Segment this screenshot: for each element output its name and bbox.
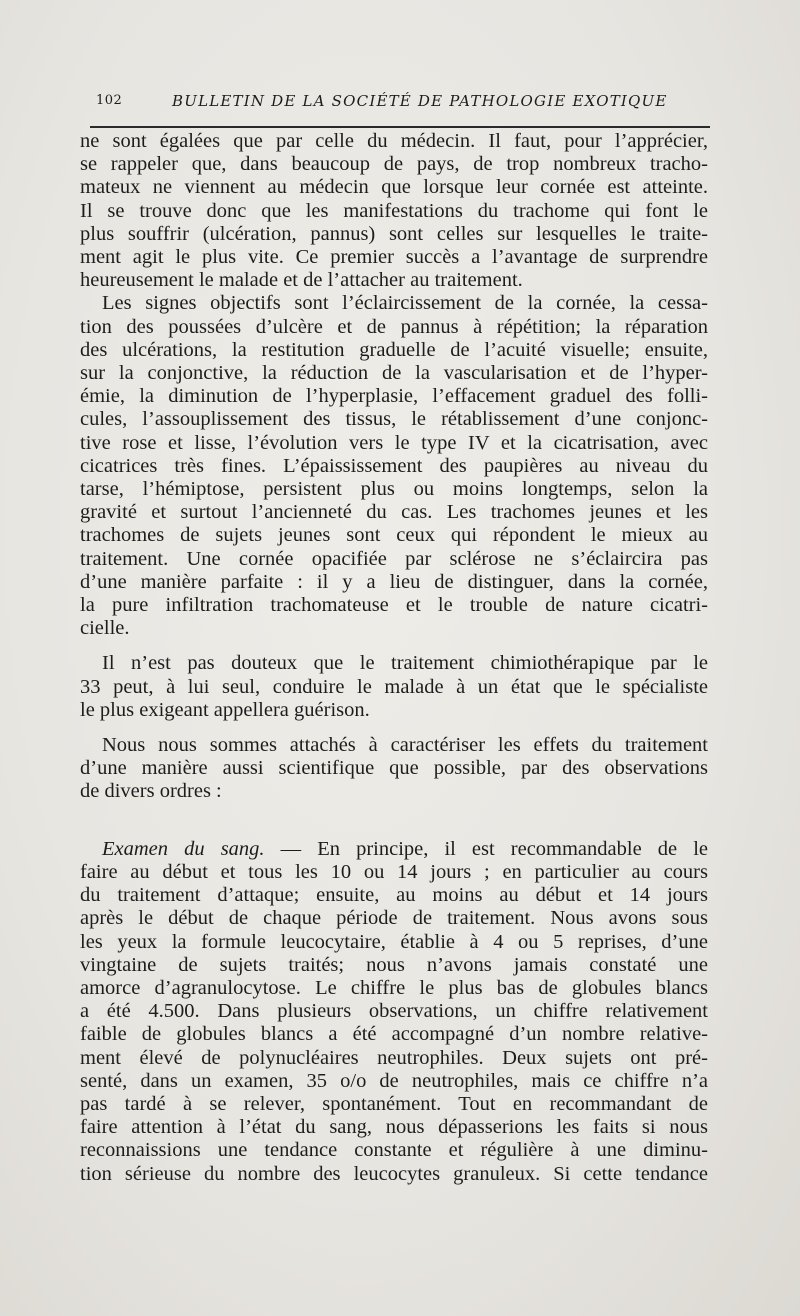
text-line: d’une manière parfaite : il y a lieu de distinguer, dans la cornée,: [80, 570, 708, 593]
text-line: Les signes objectifs sont l’éclaircissement de la cornée, la cessa-: [102, 292, 708, 315]
text-line: émie, la diminution de l’hyperplasie, l’effacement graduel des folli-: [80, 385, 708, 408]
text-line: tion des poussées d’ulcère et de pannus à répétition; la réparation: [80, 315, 708, 338]
text-line: a été 4.500. Dans plusieurs observations, un chiffre relativement: [80, 1000, 708, 1023]
text-line: faible de globules blancs a été accompagné d’un nombre relative-: [80, 1023, 708, 1046]
text-line: pas tardé à se relever, spontanément. Tout en recommandant de: [80, 1092, 708, 1115]
heading-continuation: — En principe, il est recommandable de le: [264, 837, 708, 860]
text-line: se rappeler que, dans beaucoup de pays, de trop nombreux tracho-: [80, 153, 708, 176]
text-line: heureusement le malade et de l’attacher au traitement.: [80, 269, 523, 292]
page-header: [96, 92, 708, 116]
text-line: ne sont égalées que par celle du médecin. Il faut, pour l’apprécier,: [80, 130, 708, 152]
text-line: des ulcérations, la restitution graduelle de l’acuité visuelle; ensuite,: [80, 338, 708, 361]
body-text: [80, 130, 708, 1186]
text-line: 33 peut, à lui seul, conduire le malade à un état que le spécialiste: [80, 675, 708, 698]
paragraph-1: [80, 130, 708, 292]
text-line: la pure infiltration trachomateuse et le trouble de nature cicatri-: [80, 594, 708, 617]
text-line: cielle.: [80, 617, 130, 640]
text-line: tion sérieuse du nombre des leucocytes granuleux. Si cette tendance: [80, 1162, 708, 1185]
text-line: d’une manière aussi scientifique que possible, par des observations: [80, 757, 708, 780]
text-line: mateux ne viennent au médecin que lorsque leur cornée est atteinte.: [80, 176, 708, 199]
text-line: vingtaine de sujets traités; nous n’avons jamais constaté une: [80, 953, 708, 976]
text-line: trachomes de sujets jeunes sont ceux qui répondent le mieux au: [80, 524, 708, 547]
header-rule: [90, 126, 710, 128]
text-line: traitement. Une cornée opacifiée par sclérose ne s’éclaircira pas: [80, 547, 708, 570]
text-line: cules, l’assouplissement des tissus, le rétablissement d’une conjonc-: [80, 408, 708, 431]
text-line: gravité et surtout l’ancienneté du cas. Les trachomes jeunes et les: [80, 501, 708, 524]
section-heading: Examen du sang.: [102, 837, 265, 860]
paragraph-3: [80, 652, 708, 722]
section-spacer: [80, 804, 708, 838]
running-title: BULLETIN DE LA SOCIÉTÉ DE PATHOLOGIE EXOTIQUE: [172, 92, 668, 110]
text-line: plus souffrir (ulcération, pannus) sont celles sur lesquelles le traite-: [80, 222, 708, 245]
text-line: tive rose et lisse, l’évolution vers le type IV et la cicatrisation, avec: [80, 431, 708, 454]
text-line: faire attention à l’état du sang, nous dépasserions les faits si nous: [80, 1116, 708, 1139]
text-line: ment agit le plus vite. Ce premier succès a l’avantage de surprendre: [80, 246, 708, 269]
text-line: faire au début et tous les 10 ou 14 jours ; en particulier au cours: [80, 860, 708, 883]
text-line: sur la conjonctive, la réduction de la vascularisation et de l’hyper-: [80, 362, 708, 385]
text-line: Nous nous sommes attachés à caractériser les effets du traitement: [102, 734, 708, 757]
text-line: [80, 838, 708, 861]
text-line: senté, dans un examen, 35 o/o de neutrophiles, mais ce chiffre n’a: [80, 1069, 708, 1092]
text-line: les yeux la formule leucocytaire, établie à 4 ou 5 reprises, d’une: [80, 930, 708, 953]
paragraph-spacer: [80, 640, 708, 652]
page-number: 102: [96, 93, 123, 108]
text-line: ment élevé de polynucléaires neutrophiles. Deux sujets ont pré-: [80, 1046, 708, 1069]
paragraph-2: [80, 292, 708, 640]
text-line: amorce d’agranulocytose. Le chiffre le plus bas de globules blancs: [80, 976, 708, 999]
text-line: Il se trouve donc que les manifestations du trachome qui font le: [80, 199, 708, 222]
paragraph-4: [80, 734, 708, 804]
text-line: cicatrices très fines. L’épaississement des paupières au niveau du: [80, 454, 708, 477]
text-line: Il n’est pas douteux que le traitement chimiothérapique par le: [102, 652, 708, 675]
paragraph-5: [80, 838, 708, 1186]
text-line: de divers ordres :: [80, 780, 222, 803]
text-line: le plus exigeant appellera guérison.: [80, 698, 370, 721]
paragraph-spacer: [80, 722, 708, 734]
text-line: après le début de chaque période de traitement. Nous avons sous: [80, 907, 708, 930]
text-line: tarse, l’hémiptose, persistent plus ou moins longtemps, selon la: [80, 478, 708, 501]
text-line: du traitement d’attaque; ensuite, au moins au début et 14 jours: [80, 884, 708, 907]
text-line: reconnaissions une tendance constante et régulière à une diminu-: [80, 1139, 708, 1162]
